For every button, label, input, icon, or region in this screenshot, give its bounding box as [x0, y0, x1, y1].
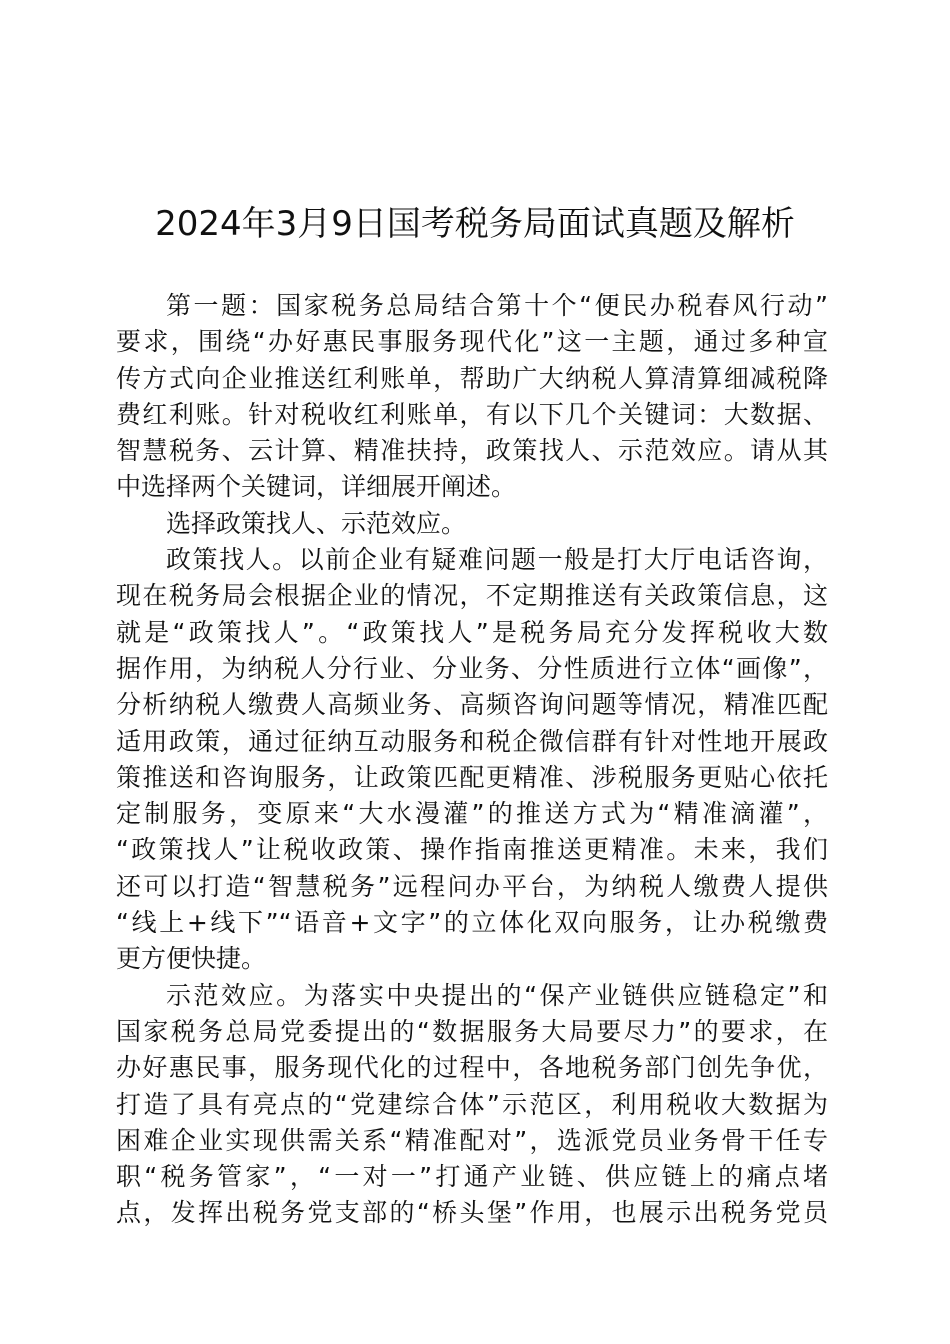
paragraph-line: “线上+线下”“语音+文字”的立体化双向服务，让办税缴费 — [116, 908, 828, 938]
paragraph-line: 定制服务，变原来“大水漫灌”的推送方式为“精准滴灌”， — [116, 799, 828, 829]
paragraph-line: 打造了具有亮点的“党建综合体”示范区，利用税收大数据为 — [116, 1089, 828, 1119]
paragraph-line: 更方便快捷。 — [116, 944, 267, 974]
paragraph-line: 选择政策找人、示范效应。 — [166, 508, 467, 538]
paragraph-line: 国家税务总局党委提出的“数据服务大局要尽力”的要求，在 — [116, 1016, 828, 1046]
paragraph-line: 分析纳税人缴费人高频业务、高频咨询问题等情况，精准匹配 — [116, 690, 828, 720]
paragraph-line: 职“税务管家”，“一对一”打通产业链、供应链上的痛点堵 — [116, 1162, 828, 1192]
paragraph-line: 传方式向企业推送红利账单，帮助广大纳税人算清算细减税降 — [116, 363, 828, 393]
paragraph-line: 政策找人。以前企业有疑难问题一般是打大厅电话咨询， — [166, 545, 828, 575]
paragraph-line: 据作用，为纳税人分行业、分业务、分性质进行立体“画像”， — [116, 653, 828, 683]
paragraph-line: 现在税务局会根据企业的情况，不定期推送有关政策信息，这 — [116, 581, 828, 611]
paragraph-line: 办好惠民事，服务现代化的过程中，各地税务部门创先争优， — [116, 1053, 828, 1083]
paragraph-line: “政策找人”让税收政策、操作指南推送更精准。未来，我们 — [116, 835, 828, 865]
paragraph-line: 第一题：国家税务总局结合第十个“便民办税春风行动” — [166, 291, 828, 320]
paragraph-line: 就是“政策找人”。“政策找人”是税务局充分发挥税收大数 — [116, 617, 828, 647]
paragraph-line: 策推送和咨询服务，让政策匹配更精准、涉税服务更贴心依托 — [116, 762, 828, 792]
paragraph-line: 适用政策，通过征纳互动服务和税企微信群有针对性地开展政 — [116, 726, 828, 756]
document-body — [116, 288, 828, 1232]
paragraph-line: 点，发挥出税务党支部的“桥头堡”作用，也展示出税务党员 — [116, 1198, 828, 1228]
paragraph-line: 费红利账。针对税收红利账单，有以下几个关键词：大数据、 — [116, 399, 828, 429]
paragraph-line: 还可以打造“智慧税务”远程问办平台，为纳税人缴费人提供 — [116, 871, 828, 901]
document-title: 2024年3月9日国考税务局面试真题及解析 — [155, 204, 795, 244]
paragraph-line: 智慧税务、云计算、精准扶持，政策找人、示范效应。请从其 — [116, 436, 828, 466]
paragraph-line: 困难企业实现供需关系“精准配对”，选派党员业务骨干任专 — [116, 1125, 828, 1155]
paragraph-line: 中选择两个关键词，详细展开阐述。 — [116, 472, 517, 502]
paragraph-line: 示范效应。为落实中央提出的“保产业链供应链稳定”和 — [166, 980, 828, 1010]
paragraph-line: 要求，围绕“办好惠民事服务现代化”这一主题，通过多种宣 — [116, 327, 828, 357]
